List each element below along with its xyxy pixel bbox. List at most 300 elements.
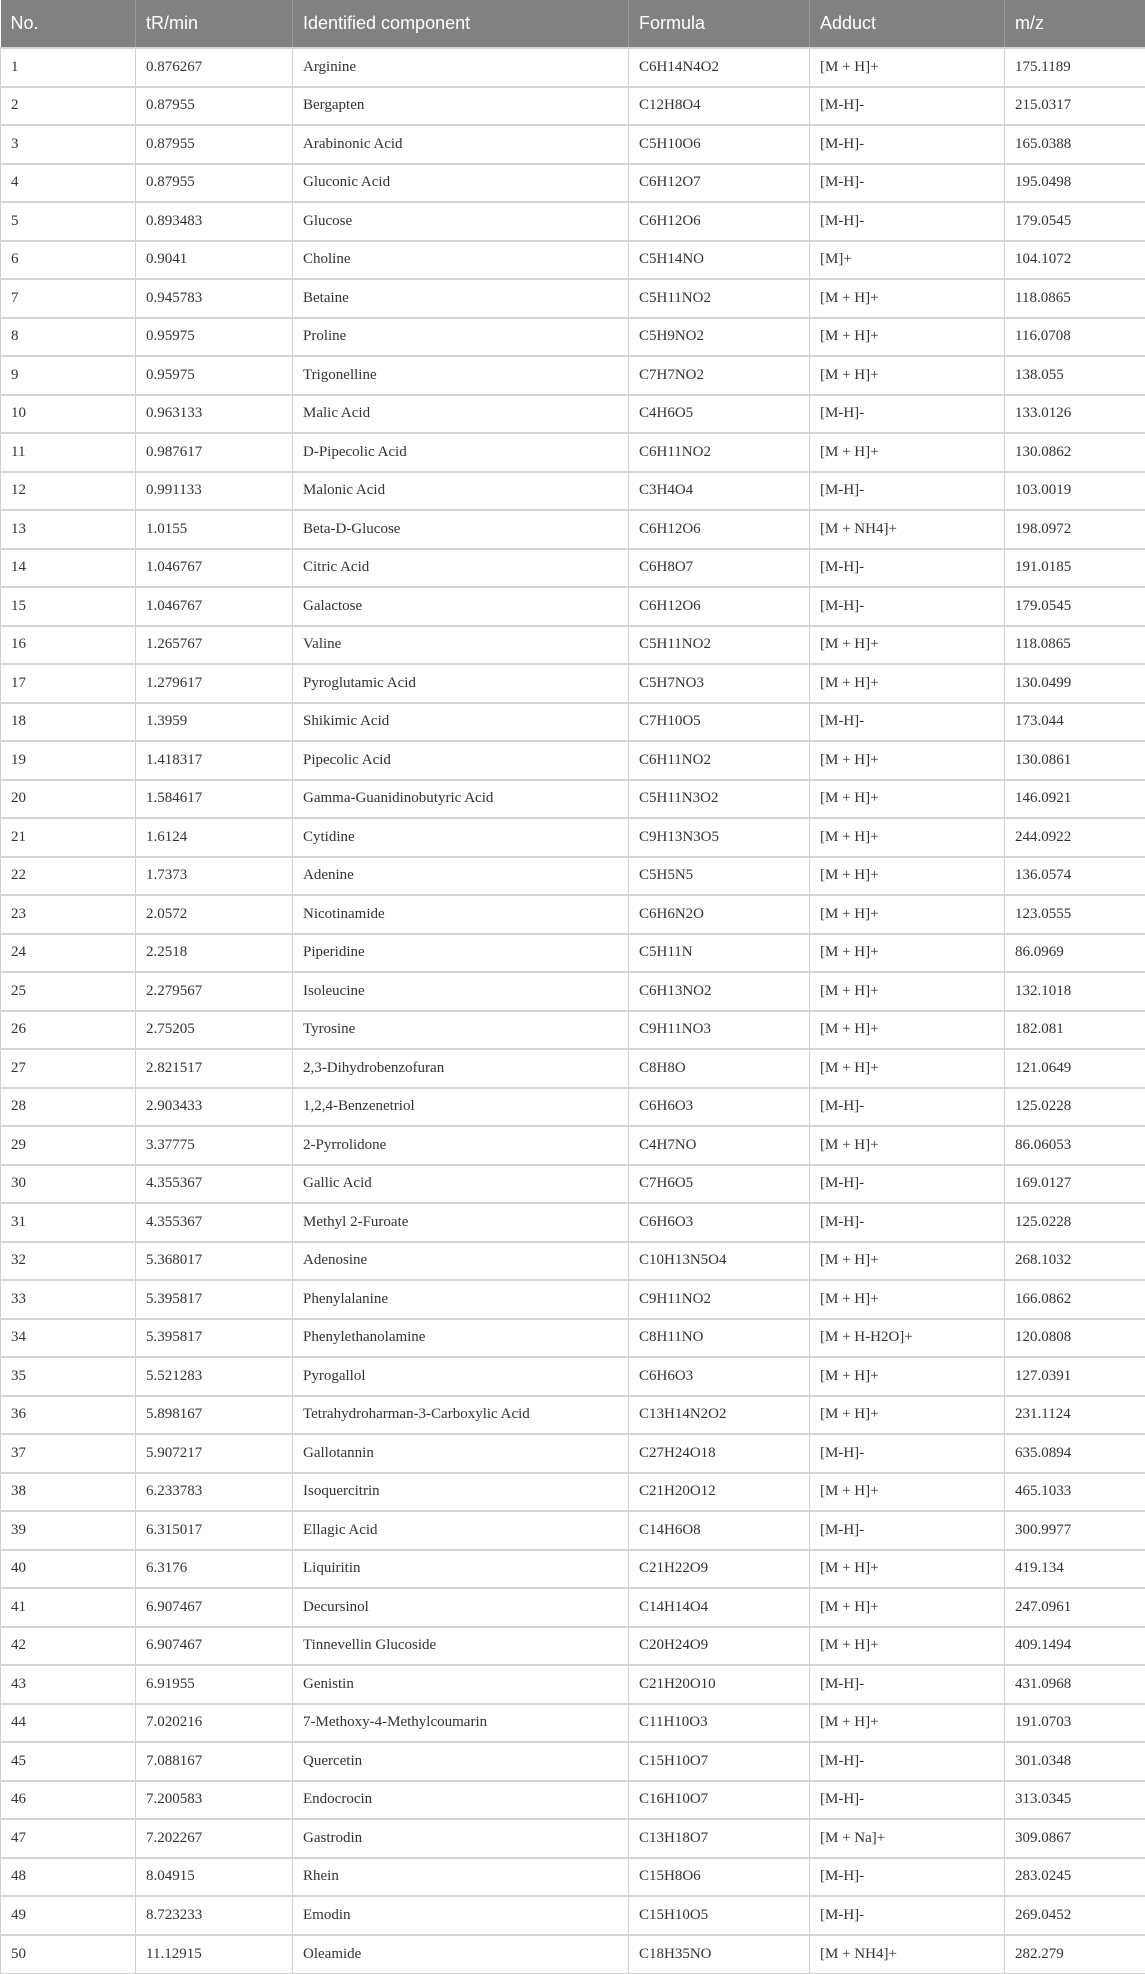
- cell-component: Phenylalanine: [293, 1280, 629, 1319]
- cell-mz: 198.0972: [1005, 510, 1145, 549]
- cell-formula: C5H11NO2: [629, 279, 810, 318]
- cell-component: Citric Acid: [293, 549, 629, 588]
- cell-formula: C9H11NO3: [629, 1011, 810, 1050]
- header-component: Identified component: [293, 0, 629, 48]
- cell-mz: 116.0708: [1005, 318, 1145, 357]
- table-row: [1, 1203, 1145, 1242]
- cell-formula: C10H13N5O4: [629, 1242, 810, 1281]
- cell-mz: 465.1033: [1005, 1473, 1145, 1512]
- cell-formula: C14H6O8: [629, 1511, 810, 1550]
- cell-mz: 244.0922: [1005, 818, 1145, 857]
- cell-component: Trigonelline: [293, 356, 629, 395]
- cell-mz: 86.06053: [1005, 1126, 1145, 1165]
- table-row: [1, 780, 1145, 819]
- cell-no: 48: [1, 1858, 136, 1897]
- cell-mz: 130.0499: [1005, 664, 1145, 703]
- cell-adduct: [M + H]+: [810, 1357, 1005, 1396]
- cell-component: Isoleucine: [293, 972, 629, 1011]
- cell-tr: 4.355367: [136, 1165, 293, 1204]
- cell-adduct: [M-H]-: [810, 1858, 1005, 1897]
- cell-mz: 215.0317: [1005, 87, 1145, 126]
- table-row: [1, 1434, 1145, 1473]
- cell-adduct: [M-H]-: [810, 87, 1005, 126]
- table-row: [1, 818, 1145, 857]
- table-row: [1, 1280, 1145, 1319]
- cell-adduct: [M + NH4]+: [810, 1935, 1005, 1974]
- cell-tr: 6.907467: [136, 1588, 293, 1627]
- cell-component: Ellagic Acid: [293, 1511, 629, 1550]
- table-row: [1, 587, 1145, 626]
- cell-tr: 2.279567: [136, 972, 293, 1011]
- cell-component: Tyrosine: [293, 1011, 629, 1050]
- cell-component: Methyl 2-Furoate: [293, 1203, 629, 1242]
- cell-component: Beta-D-Glucose: [293, 510, 629, 549]
- cell-formula: C11H10O3: [629, 1704, 810, 1743]
- table-row: [1, 1704, 1145, 1743]
- cell-tr: 0.991133: [136, 472, 293, 511]
- cell-formula: C5H9NO2: [629, 318, 810, 357]
- cell-adduct: [M + Na]+: [810, 1819, 1005, 1858]
- cell-formula: C14H14O4: [629, 1588, 810, 1627]
- cell-component: Phenylethanolamine: [293, 1319, 629, 1358]
- cell-adduct: [M + H]+: [810, 1704, 1005, 1743]
- cell-no: 2: [1, 87, 136, 126]
- cell-formula: C13H14N2O2: [629, 1396, 810, 1435]
- cell-adduct: [M-H]-: [810, 164, 1005, 203]
- cell-adduct: [M-H]-: [810, 1203, 1005, 1242]
- cell-component: Gastrodin: [293, 1819, 629, 1858]
- cell-adduct: [M + H]+: [810, 1126, 1005, 1165]
- cell-mz: 173.044: [1005, 703, 1145, 742]
- cell-mz: 146.0921: [1005, 780, 1145, 819]
- cell-no: 4: [1, 164, 136, 203]
- cell-formula: C6H14N4O2: [629, 48, 810, 87]
- table-row: [1, 1473, 1145, 1512]
- cell-formula: C6H6O3: [629, 1203, 810, 1242]
- cell-no: 40: [1, 1550, 136, 1589]
- cell-tr: 0.87955: [136, 164, 293, 203]
- cell-mz: 138.055: [1005, 356, 1145, 395]
- cell-no: 14: [1, 549, 136, 588]
- cell-formula: C15H8O6: [629, 1858, 810, 1897]
- table-row: [1, 87, 1145, 126]
- cell-tr: 1.3959: [136, 703, 293, 742]
- cell-no: 43: [1, 1665, 136, 1704]
- cell-no: 19: [1, 741, 136, 780]
- cell-adduct: [M + H]+: [810, 934, 1005, 973]
- cell-formula: C5H7NO3: [629, 664, 810, 703]
- cell-tr: 1.265767: [136, 626, 293, 665]
- table-row: [1, 164, 1145, 203]
- table-row: [1, 741, 1145, 780]
- cell-adduct: [M-H]-: [810, 703, 1005, 742]
- cell-formula: C6H13NO2: [629, 972, 810, 1011]
- cell-tr: 0.963133: [136, 395, 293, 434]
- table-row: [1, 895, 1145, 934]
- cell-formula: C6H6O3: [629, 1088, 810, 1127]
- cell-component: Gallotannin: [293, 1434, 629, 1473]
- cell-mz: 191.0185: [1005, 549, 1145, 588]
- cell-mz: 282.279: [1005, 1935, 1145, 1974]
- cell-formula: C13H18O7: [629, 1819, 810, 1858]
- cell-tr: 1.279617: [136, 664, 293, 703]
- cell-adduct: [M-H]-: [810, 1434, 1005, 1473]
- cell-adduct: [M + H]+: [810, 356, 1005, 395]
- table-row: [1, 472, 1145, 511]
- table-row: [1, 202, 1145, 241]
- cell-formula: C7H7NO2: [629, 356, 810, 395]
- cell-component: Gallic Acid: [293, 1165, 629, 1204]
- cell-formula: C16H10O7: [629, 1781, 810, 1820]
- cell-tr: 6.233783: [136, 1473, 293, 1512]
- cell-formula: C6H12O6: [629, 510, 810, 549]
- cell-adduct: [M + H]+: [810, 279, 1005, 318]
- cell-adduct: [M + H]+: [810, 1396, 1005, 1435]
- cell-component: Quercetin: [293, 1742, 629, 1781]
- cell-component: Emodin: [293, 1896, 629, 1935]
- cell-component: Pyroglutamic Acid: [293, 664, 629, 703]
- cell-adduct: [M + H]+: [810, 1280, 1005, 1319]
- table-row: [1, 1511, 1145, 1550]
- cell-adduct: [M + H]+: [810, 1473, 1005, 1512]
- cell-component: Galactose: [293, 587, 629, 626]
- cell-no: 6: [1, 241, 136, 280]
- cell-tr: 0.95975: [136, 356, 293, 395]
- cell-mz: 120.0808: [1005, 1319, 1145, 1358]
- table-row: [1, 934, 1145, 973]
- cell-tr: 1.0155: [136, 510, 293, 549]
- cell-formula: C5H5N5: [629, 857, 810, 896]
- cell-formula: C6H11NO2: [629, 741, 810, 780]
- cell-tr: 6.907467: [136, 1627, 293, 1666]
- cell-tr: 8.723233: [136, 1896, 293, 1935]
- cell-adduct: [M + H]+: [810, 818, 1005, 857]
- cell-adduct: [M + H]+: [810, 433, 1005, 472]
- cell-mz: 419.134: [1005, 1550, 1145, 1589]
- cell-component: 1,2,4-Benzenetriol: [293, 1088, 629, 1127]
- cell-adduct: [M-H]-: [810, 202, 1005, 241]
- table-row: [1, 1627, 1145, 1666]
- cell-formula: C9H13N3O5: [629, 818, 810, 857]
- cell-tr: 1.418317: [136, 741, 293, 780]
- cell-adduct: [M + H]+: [810, 664, 1005, 703]
- cell-component: Shikimic Acid: [293, 703, 629, 742]
- cell-component: Choline: [293, 241, 629, 280]
- cell-tr: 0.876267: [136, 48, 293, 87]
- cell-adduct: [M + H]+: [810, 1049, 1005, 1088]
- cell-no: 45: [1, 1742, 136, 1781]
- cell-mz: 179.0545: [1005, 202, 1145, 241]
- table-row: [1, 318, 1145, 357]
- cell-component: Tinnevellin Glucoside: [293, 1627, 629, 1666]
- table-row: [1, 1896, 1145, 1935]
- cell-no: 21: [1, 818, 136, 857]
- cell-mz: 125.0228: [1005, 1203, 1145, 1242]
- cell-tr: 5.521283: [136, 1357, 293, 1396]
- cell-no: 7: [1, 279, 136, 318]
- cell-adduct: [M + H]+: [810, 318, 1005, 357]
- cell-tr: 1.6124: [136, 818, 293, 857]
- cell-no: 34: [1, 1319, 136, 1358]
- cell-mz: 118.0865: [1005, 626, 1145, 665]
- cell-tr: 0.9041: [136, 241, 293, 280]
- cell-formula: C21H22O9: [629, 1550, 810, 1589]
- cell-formula: C4H7NO: [629, 1126, 810, 1165]
- table-row: [1, 1665, 1145, 1704]
- cell-no: 11: [1, 433, 136, 472]
- table-row: [1, 1588, 1145, 1627]
- cell-mz: 182.081: [1005, 1011, 1145, 1050]
- cell-tr: 7.200583: [136, 1781, 293, 1820]
- cell-component: Cytidine: [293, 818, 629, 857]
- cell-component: Arginine: [293, 48, 629, 87]
- cell-tr: 5.395817: [136, 1280, 293, 1319]
- cell-no: 33: [1, 1280, 136, 1319]
- cell-component: Betaine: [293, 279, 629, 318]
- cell-adduct: [M + H]+: [810, 48, 1005, 87]
- table-row: [1, 279, 1145, 318]
- cell-no: 9: [1, 356, 136, 395]
- cell-component: 2,3-Dihydrobenzofuran: [293, 1049, 629, 1088]
- cell-component: Oleamide: [293, 1935, 629, 1974]
- cell-formula: C6H6O3: [629, 1357, 810, 1396]
- cell-adduct: [M + H]+: [810, 780, 1005, 819]
- cell-mz: 195.0498: [1005, 164, 1145, 203]
- cell-formula: C8H8O: [629, 1049, 810, 1088]
- cell-no: 49: [1, 1896, 136, 1935]
- cell-formula: C5H11N: [629, 934, 810, 973]
- cell-component: Rhein: [293, 1858, 629, 1897]
- cell-adduct: [M + H]+: [810, 857, 1005, 896]
- cell-component: Malonic Acid: [293, 472, 629, 511]
- table-row: [1, 549, 1145, 588]
- cell-formula: C3H4O4: [629, 472, 810, 511]
- cell-component: Glucose: [293, 202, 629, 241]
- cell-adduct: [M-H]-: [810, 1896, 1005, 1935]
- cell-formula: C5H11NO2: [629, 626, 810, 665]
- cell-formula: C8H11NO: [629, 1319, 810, 1358]
- cell-formula: C21H20O10: [629, 1665, 810, 1704]
- cell-adduct: [M + H]+: [810, 1011, 1005, 1050]
- table-row: [1, 1396, 1145, 1435]
- cell-adduct: [M-H]-: [810, 125, 1005, 164]
- table-row: [1, 1319, 1145, 1358]
- cell-formula: C5H11N3O2: [629, 780, 810, 819]
- header-tr: tR/min: [136, 0, 293, 48]
- table-row: [1, 125, 1145, 164]
- cell-mz: 132.1018: [1005, 972, 1145, 1011]
- cell-mz: 125.0228: [1005, 1088, 1145, 1127]
- cell-no: 22: [1, 857, 136, 896]
- cell-tr: 7.020216: [136, 1704, 293, 1743]
- cell-no: 35: [1, 1357, 136, 1396]
- table-row: [1, 703, 1145, 742]
- cell-tr: 3.37775: [136, 1126, 293, 1165]
- cell-component: 7-Methoxy-4-Methylcoumarin: [293, 1704, 629, 1743]
- table-row: [1, 241, 1145, 280]
- cell-no: 23: [1, 895, 136, 934]
- table-row: [1, 510, 1145, 549]
- cell-mz: 127.0391: [1005, 1357, 1145, 1396]
- table-row: [1, 972, 1145, 1011]
- cell-mz: 179.0545: [1005, 587, 1145, 626]
- cell-no: 37: [1, 1434, 136, 1473]
- cell-no: 5: [1, 202, 136, 241]
- cell-component: Gamma-Guanidinobutyric Acid: [293, 780, 629, 819]
- header-formula: Formula: [629, 0, 810, 48]
- cell-tr: 1.584617: [136, 780, 293, 819]
- cell-mz: 165.0388: [1005, 125, 1145, 164]
- cell-tr: 6.315017: [136, 1511, 293, 1550]
- cell-mz: 635.0894: [1005, 1434, 1145, 1473]
- cell-tr: 0.87955: [136, 87, 293, 126]
- cell-component: Decursinol: [293, 1588, 629, 1627]
- cell-formula: C7H6O5: [629, 1165, 810, 1204]
- cell-component: Pipecolic Acid: [293, 741, 629, 780]
- table-row: [1, 1819, 1145, 1858]
- cell-adduct: [M-H]-: [810, 1165, 1005, 1204]
- cell-mz: 313.0345: [1005, 1781, 1145, 1820]
- table-row: [1, 433, 1145, 472]
- table-row: [1, 1935, 1145, 1974]
- cell-no: 10: [1, 395, 136, 434]
- cell-mz: 268.1032: [1005, 1242, 1145, 1281]
- cell-mz: 283.0245: [1005, 1858, 1145, 1897]
- cell-adduct: [M + H]+: [810, 895, 1005, 934]
- cell-adduct: [M]+: [810, 241, 1005, 280]
- cell-no: 50: [1, 1935, 136, 1974]
- cell-component: Malic Acid: [293, 395, 629, 434]
- cell-tr: 6.3176: [136, 1550, 293, 1589]
- cell-component: Piperidine: [293, 934, 629, 973]
- cell-mz: 301.0348: [1005, 1742, 1145, 1781]
- cell-tr: 1.7373: [136, 857, 293, 896]
- cell-mz: 309.0867: [1005, 1819, 1145, 1858]
- table-row: [1, 1242, 1145, 1281]
- cell-formula: C5H10O6: [629, 125, 810, 164]
- cell-no: 36: [1, 1396, 136, 1435]
- cell-formula: C15H10O7: [629, 1742, 810, 1781]
- cell-tr: 0.95975: [136, 318, 293, 357]
- table-row: [1, 1550, 1145, 1589]
- cell-no: 12: [1, 472, 136, 511]
- cell-no: 15: [1, 587, 136, 626]
- cell-formula: C18H35NO: [629, 1935, 810, 1974]
- header-mz: m/z: [1005, 0, 1145, 48]
- cell-component: 2-Pyrrolidone: [293, 1126, 629, 1165]
- cell-mz: 86.0969: [1005, 934, 1145, 973]
- cell-adduct: [M-H]-: [810, 1742, 1005, 1781]
- cell-tr: 0.987617: [136, 433, 293, 472]
- cell-component: Valine: [293, 626, 629, 665]
- cell-component: Arabinonic Acid: [293, 125, 629, 164]
- cell-no: 28: [1, 1088, 136, 1127]
- cell-formula: C12H8O4: [629, 87, 810, 126]
- cell-component: Nicotinamide: [293, 895, 629, 934]
- cell-tr: 7.088167: [136, 1742, 293, 1781]
- table-row: [1, 1049, 1145, 1088]
- cell-adduct: [M-H]-: [810, 1781, 1005, 1820]
- cell-no: 24: [1, 934, 136, 973]
- cell-tr: 5.395817: [136, 1319, 293, 1358]
- cell-mz: 169.0127: [1005, 1165, 1145, 1204]
- cell-adduct: [M-H]-: [810, 472, 1005, 511]
- header-row: [1, 0, 1145, 48]
- table-row: [1, 1781, 1145, 1820]
- cell-formula: C6H11NO2: [629, 433, 810, 472]
- cell-adduct: [M + H]+: [810, 1550, 1005, 1589]
- cell-mz: 123.0555: [1005, 895, 1145, 934]
- cell-mz: 121.0649: [1005, 1049, 1145, 1088]
- cell-tr: 0.893483: [136, 202, 293, 241]
- table-row: [1, 857, 1145, 896]
- cell-component: D-Pipecolic Acid: [293, 433, 629, 472]
- cell-no: 46: [1, 1781, 136, 1820]
- cell-tr: 2.0572: [136, 895, 293, 934]
- cell-component: Tetrahydroharman-3-Carboxylic Acid: [293, 1396, 629, 1435]
- cell-component: Pyrogallol: [293, 1357, 629, 1396]
- cell-adduct: [M + H]+: [810, 1242, 1005, 1281]
- table-row: [1, 1126, 1145, 1165]
- cell-no: 29: [1, 1126, 136, 1165]
- cell-component: Adenosine: [293, 1242, 629, 1281]
- cell-mz: 191.0703: [1005, 1704, 1145, 1743]
- cell-no: 31: [1, 1203, 136, 1242]
- cell-adduct: [M-H]-: [810, 395, 1005, 434]
- cell-no: 38: [1, 1473, 136, 1512]
- cell-mz: 269.0452: [1005, 1896, 1145, 1935]
- cell-component: Genistin: [293, 1665, 629, 1704]
- table-row: [1, 356, 1145, 395]
- cell-formula: C6H12O6: [629, 202, 810, 241]
- table-row: [1, 395, 1145, 434]
- cell-mz: 118.0865: [1005, 279, 1145, 318]
- cell-formula: C6H6N2O: [629, 895, 810, 934]
- cell-tr: 7.202267: [136, 1819, 293, 1858]
- cell-mz: 133.0126: [1005, 395, 1145, 434]
- cell-tr: 1.046767: [136, 549, 293, 588]
- cell-tr: 2.903433: [136, 1088, 293, 1127]
- cell-component: Isoquercitrin: [293, 1473, 629, 1512]
- cell-formula: C6H8O7: [629, 549, 810, 588]
- cell-mz: 104.1072: [1005, 241, 1145, 280]
- table-row: [1, 48, 1145, 87]
- cell-mz: 231.1124: [1005, 1396, 1145, 1435]
- cell-formula: C15H10O5: [629, 1896, 810, 1935]
- cell-adduct: [M + H]+: [810, 1588, 1005, 1627]
- table-row: [1, 664, 1145, 703]
- cell-adduct: [M + H]+: [810, 626, 1005, 665]
- cell-formula: C5H14NO: [629, 241, 810, 280]
- cell-formula: C9H11NO2: [629, 1280, 810, 1319]
- cell-formula: C20H24O9: [629, 1627, 810, 1666]
- cell-component: Proline: [293, 318, 629, 357]
- cell-formula: C6H12O7: [629, 164, 810, 203]
- cell-no: 8: [1, 318, 136, 357]
- cell-tr: 11.12915: [136, 1935, 293, 1974]
- cell-no: 16: [1, 626, 136, 665]
- cell-adduct: [M-H]-: [810, 1511, 1005, 1550]
- cell-mz: 431.0968: [1005, 1665, 1145, 1704]
- table-row: [1, 1011, 1145, 1050]
- cell-adduct: [M + H]+: [810, 741, 1005, 780]
- cell-component: Bergapten: [293, 87, 629, 126]
- cell-adduct: [M + H-H2O]+: [810, 1319, 1005, 1358]
- table-row: [1, 1165, 1145, 1204]
- cell-formula: C7H10O5: [629, 703, 810, 742]
- cell-mz: 247.0961: [1005, 1588, 1145, 1627]
- cell-component: Gluconic Acid: [293, 164, 629, 203]
